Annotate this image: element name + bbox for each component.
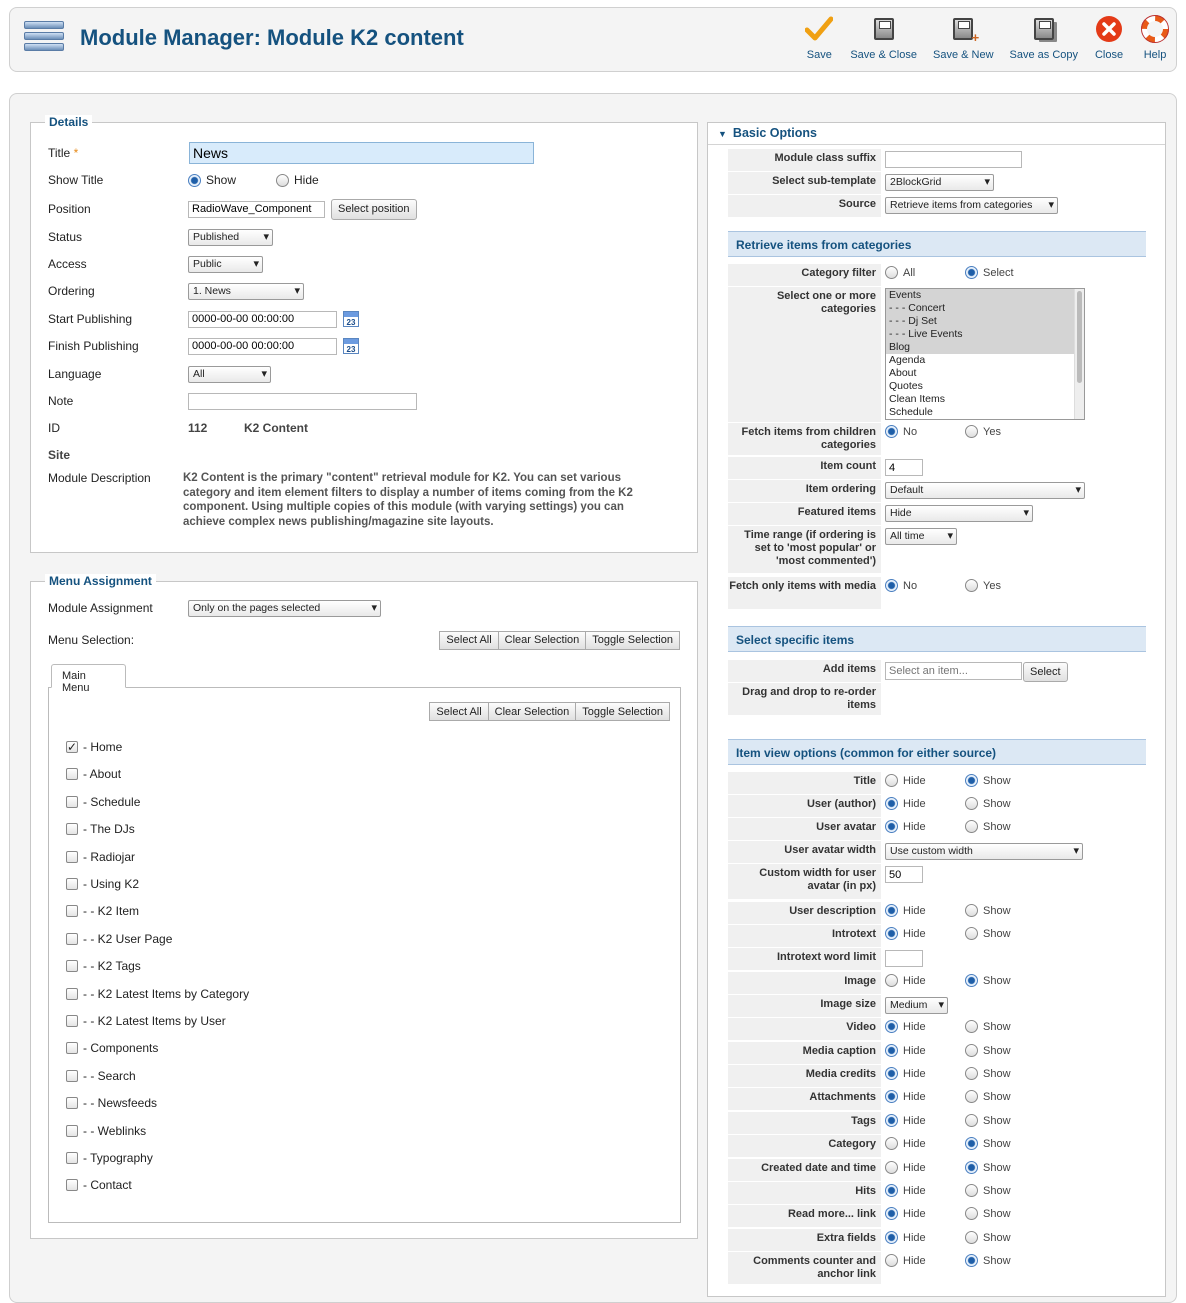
media-only-yes-radio[interactable] [965, 579, 978, 592]
save-button[interactable] [804, 14, 834, 61]
show-label: Show [983, 1231, 1011, 1244]
category-filter-label: Category filter [728, 264, 881, 286]
attachments-label: Attachments [728, 1088, 881, 1110]
menu-item [66, 987, 249, 1001]
fetch-children-yes-radio[interactable] [965, 425, 978, 438]
media-credits-hide-radio[interactable] [885, 1067, 898, 1080]
item-count-input[interactable] [885, 459, 923, 476]
read-more-link-show-radio[interactable] [965, 1207, 978, 1220]
fetch-children-no-radio[interactable] [885, 425, 898, 438]
id-value: 112 [188, 421, 208, 435]
show-label: Show [983, 1067, 1011, 1080]
show-label: Show [983, 1044, 1011, 1057]
menu-item-label: - Components [83, 1041, 159, 1056]
save-new-label: Save & New [932, 49, 994, 61]
menu-item-label: - - K2 Item [83, 904, 140, 919]
hide-label: Hide [903, 797, 926, 810]
media-caption-show-radio[interactable] [965, 1044, 978, 1057]
show-label: Show [983, 1114, 1011, 1127]
disk-plus-icon: + [948, 14, 978, 44]
ordering-select[interactable]: 1. News ▾ [188, 283, 304, 300]
introtext-label: Introtext [728, 925, 881, 947]
menu-item-checkbox[interactable] [66, 851, 78, 863]
drag-reorder-label: Drag and drop to re-order items [728, 683, 881, 715]
row-module-class-suffix [728, 148, 1146, 171]
hide-label: Hide [903, 1231, 926, 1244]
hide-label: Hide [903, 1114, 926, 1127]
item-count-label: Item count [728, 457, 881, 479]
user-description-show-radio[interactable] [965, 904, 978, 917]
category-show-radio[interactable] [965, 1137, 978, 1150]
add-items-label: Add items [728, 660, 881, 682]
category-option[interactable]: Quotes [889, 380, 923, 392]
menu-item-label: - Schedule [83, 794, 141, 809]
page-header [9, 7, 1177, 72]
show-title-show-radio[interactable] [188, 174, 201, 187]
save-close-label: Save & Close [850, 49, 917, 61]
row-comments-counter-and-anchor-link [728, 1251, 1146, 1284]
show-label: Show [983, 1161, 1011, 1174]
menu-item-label: - Typography [83, 1151, 153, 1165]
clear-selection-button[interactable]: Clear Selection [498, 631, 587, 650]
read-more-link-hide-radio[interactable] [885, 1207, 898, 1220]
disk-icon [869, 14, 899, 44]
close-label: Close [1094, 49, 1124, 61]
show-label: Show [983, 774, 1011, 787]
tags-show-radio[interactable] [965, 1114, 978, 1127]
check-icon [804, 14, 834, 44]
comments-counter-and-anchor-link-show-radio[interactable] [965, 1254, 978, 1267]
user-avatar-width-label: User avatar width [728, 841, 881, 863]
row-user-avatar-width [728, 840, 1146, 863]
image-size-select[interactable]: Medium ▾ [885, 997, 948, 1014]
id-label: ID [48, 421, 60, 435]
position-input[interactable] [188, 201, 325, 218]
menu-item-checkbox[interactable] [66, 1097, 78, 1109]
extra-fields-label: Extra fields [728, 1229, 881, 1251]
attachments-hide-radio[interactable] [885, 1090, 898, 1103]
menu-item [66, 904, 139, 918]
menu-item-checkbox[interactable] [66, 988, 78, 1000]
menu-item [66, 1069, 136, 1083]
access-label: Access [48, 257, 87, 271]
extra-fields-hide-radio[interactable] [885, 1231, 898, 1244]
item-ordering-label: Item ordering [728, 480, 881, 502]
select-categories-label: Select one or more categories [728, 287, 881, 422]
help-label: Help [1143, 49, 1167, 61]
hide-label: Hide [903, 1044, 926, 1057]
menu-item-checkbox[interactable] [66, 905, 78, 917]
module-description-label: Module Description [48, 471, 151, 485]
show-label: Show [983, 1184, 1011, 1197]
row-image-size [728, 994, 1146, 1017]
image-size-label: Image size [728, 995, 881, 1017]
image-hide-radio[interactable] [885, 974, 898, 987]
menu-item-label: - - Search [83, 1068, 136, 1083]
note-input[interactable] [188, 393, 417, 410]
title-label: Title [728, 772, 881, 794]
media-only-no-radio[interactable] [885, 579, 898, 592]
hide-label: Hide [903, 1020, 926, 1033]
menu-items-panel [48, 687, 681, 1223]
menu-item-checkbox[interactable] [66, 1070, 78, 1082]
media-credits-label: Media credits [728, 1065, 881, 1087]
created-date-and-time-show-radio[interactable] [965, 1161, 978, 1174]
menu-item-label: - - K2 Latest Items by User [83, 1014, 226, 1028]
sub-template-select[interactable]: 2BlockGrid ▾ [885, 174, 994, 191]
position-label: Position [48, 202, 91, 216]
category-option[interactable]: Schedule [889, 406, 933, 418]
menu-item-checkbox[interactable] [66, 960, 78, 972]
row-image [728, 971, 1146, 994]
tags-label: Tags [728, 1112, 881, 1134]
menu-item [66, 1096, 157, 1110]
category-option[interactable]: Agenda [889, 354, 926, 366]
save-new-button[interactable] [933, 14, 994, 61]
custom-width-label: Custom width for user avatar (in px) [728, 864, 881, 899]
show-title-hide-label: Hide [294, 173, 319, 187]
hide-label: Hide [903, 820, 926, 833]
category-option[interactable]: Blog [886, 341, 1084, 354]
show-label: Show [983, 820, 1011, 833]
menu-item-checkbox[interactable] [66, 796, 78, 808]
row-attachments [728, 1087, 1146, 1110]
lifebuoy-icon [1140, 14, 1170, 44]
close-button[interactable] [1094, 14, 1124, 61]
user-description-hide-radio[interactable] [885, 904, 898, 917]
hide-label: Hide [903, 774, 926, 787]
menu-item-checkbox[interactable] [66, 1179, 78, 1191]
row-media-caption [728, 1041, 1146, 1064]
hide-label: Hide [903, 1254, 926, 1267]
row-tags [728, 1111, 1146, 1134]
category-label: Category [728, 1135, 881, 1157]
help-button[interactable] [1140, 14, 1170, 61]
menu-item [66, 959, 141, 973]
menu-assignment-fieldset [30, 574, 698, 1239]
read-more-link-label: Read more... link [728, 1205, 881, 1227]
menu-item [66, 1151, 153, 1165]
section-specific-items: Select specific items [728, 626, 1146, 652]
image-show-radio[interactable] [965, 974, 978, 987]
introtext-hide-radio[interactable] [885, 927, 898, 940]
title-label: Title * [48, 146, 79, 160]
hide-label: Hide [903, 974, 926, 987]
menu-item-label: - - Weblinks [83, 1123, 147, 1138]
category-option[interactable]: - - - Concert [886, 302, 1084, 315]
title-input[interactable] [189, 142, 534, 164]
row-user-description [728, 901, 1146, 924]
user-avatar-hide-radio[interactable] [885, 820, 898, 833]
show-label: Show [983, 1254, 1011, 1267]
section-retrieve-categories: Retrieve items from categories [728, 231, 1146, 257]
save-copy-button[interactable] [1010, 14, 1078, 61]
hide-label: Hide [903, 1161, 926, 1174]
show-title-label: Show Title [48, 173, 104, 187]
menu-item-checkbox[interactable] [66, 823, 78, 835]
menu-assignment-legend: Menu Assignment [45, 574, 156, 588]
disk-copy-icon [1029, 14, 1059, 44]
row-user-author [728, 794, 1146, 817]
media-only-label: Fetch only items with media [728, 577, 881, 609]
site-label: Site [48, 448, 71, 462]
module-type: K2 Content [244, 421, 308, 435]
introtext-show-radio[interactable] [965, 927, 978, 940]
show-label: Show [983, 974, 1011, 987]
introtext-word-limit-label: Introtext word limit [728, 948, 881, 970]
menu-item-checkbox[interactable] [66, 1125, 78, 1137]
hide-label: Hide [903, 1137, 926, 1150]
module-description-text: K2 Content is the primary "content" retrieval module for K2. You can set various category and item element filters to display a number of items coming from the K2 component. Using multiple copies of this module (with varying settings) you can achieve complex news publishing/magazine site layouts. [183, 472, 633, 528]
custom-width-input[interactable] [885, 866, 923, 883]
save-close-button[interactable] [850, 14, 917, 61]
calendar-icon[interactable]: 23 [343, 338, 359, 354]
comments-counter-and-anchor-link-hide-radio[interactable] [885, 1254, 898, 1267]
toggle-selection-button[interactable]: Toggle Selection [575, 702, 670, 721]
menu-item-checkbox[interactable] [66, 1042, 78, 1054]
add-items-input[interactable] [885, 662, 1022, 680]
details-fieldset [30, 115, 698, 553]
row-sub-template [728, 171, 1146, 194]
show-title-hide-radio[interactable] [276, 174, 289, 187]
row-introtext-word-limit [728, 947, 1146, 970]
source-select[interactable]: Retrieve items from categories ▾ [885, 197, 1058, 214]
language-select[interactable]: All ▾ [188, 366, 271, 383]
category-option[interactable]: About [889, 367, 917, 379]
finish-publishing-input[interactable] [188, 338, 337, 355]
row-custom-width [728, 863, 1146, 899]
menu-item [66, 1041, 158, 1055]
media-only-no-label: No [903, 579, 918, 592]
featured-items-select[interactable]: Hide ▾ [885, 505, 1033, 522]
category-option[interactable]: Clean Items [889, 393, 946, 405]
row-created-date-and-time [728, 1158, 1146, 1181]
menu-item-label: - Home [83, 740, 123, 754]
module-class-suffix-label: Module class suffix [728, 149, 881, 171]
finish-publishing-label: Finish Publishing [48, 339, 139, 353]
module-assignment-label: Module Assignment [48, 601, 153, 615]
menu-item-label: - - K2 Latest Items by Category [83, 986, 250, 1001]
image-label: Image [728, 972, 881, 994]
category-filter-all-radio[interactable] [885, 266, 898, 279]
menu-item-label: - About [83, 767, 122, 782]
menu-item [66, 1014, 226, 1028]
menu-item-label: - Using K2 [83, 877, 140, 891]
menu-item [66, 767, 121, 781]
video-show-radio[interactable] [965, 1020, 978, 1033]
start-publishing-label: Start Publishing [48, 312, 133, 326]
comments-counter-and-anchor-link-label: Comments counter and anchor link [728, 1252, 881, 1284]
select-all-button[interactable]: Select All [439, 631, 498, 650]
fetch-children-yes-label: Yes [983, 425, 1001, 438]
fetch-children-label: Fetch items from children categories [728, 423, 881, 455]
menu-item [66, 877, 139, 891]
show-label: Show [983, 904, 1011, 917]
triangle-down-icon: ▼ [718, 129, 727, 139]
user-avatar-label: User avatar [728, 818, 881, 840]
hide-label: Hide [903, 1184, 926, 1197]
ordering-label: Ordering [48, 284, 95, 298]
clear-selection-button[interactable]: Clear Selection [488, 702, 577, 721]
hide-label: Hide [903, 904, 926, 917]
menu-item [66, 740, 122, 754]
media-caption-label: Media caption [728, 1042, 881, 1064]
row-read-more-link [728, 1204, 1146, 1227]
user-author-label: User (author) [728, 795, 881, 817]
user-author-show-radio[interactable] [965, 797, 978, 810]
show-label: Show [983, 1207, 1011, 1220]
category-option[interactable]: - - - Live Events [886, 328, 1084, 341]
toggle-selection-button[interactable]: Toggle Selection [585, 631, 680, 650]
title-show-radio[interactable] [965, 774, 978, 787]
tab-main-menu[interactable]: Main Menu [51, 664, 126, 688]
user-avatar-show-radio[interactable] [965, 820, 978, 833]
row-media-credits [728, 1064, 1146, 1087]
save-copy-label: Save as Copy [1009, 49, 1078, 61]
add-items-select-button[interactable]: Select [1023, 662, 1068, 682]
menu-item-checkbox[interactable] [66, 1152, 78, 1164]
menu-item-label: - - K2 User Page [83, 931, 173, 946]
menu-item-label: - The DJs [83, 822, 135, 837]
row-user-avatar [728, 817, 1146, 840]
module-class-suffix-input[interactable] [885, 151, 1022, 168]
video-hide-radio[interactable] [885, 1020, 898, 1033]
menu-item-label: - - Newsfeeds [83, 1096, 158, 1111]
page-title: Module Manager: Module K2 content [80, 25, 464, 50]
show-label: Show [983, 927, 1011, 940]
module-assignment-select[interactable]: Only on the pages selected ▾ [188, 600, 381, 617]
menu-item [66, 795, 140, 809]
menu-item [66, 932, 172, 946]
media-credits-show-radio[interactable] [965, 1067, 978, 1080]
tags-hide-radio[interactable] [885, 1114, 898, 1127]
fetch-children-no-label: No [903, 425, 918, 438]
hits-show-radio[interactable] [965, 1184, 978, 1197]
time-range-select[interactable]: All time ▾ [885, 528, 957, 545]
row-extra-fields [728, 1228, 1146, 1251]
note-label: Note [48, 394, 74, 408]
section-item-view-options: Item view options (common for either source) [728, 739, 1146, 765]
item-ordering-select[interactable]: Default ▾ [885, 482, 1085, 499]
show-label: Show [983, 1020, 1011, 1033]
row-video [728, 1017, 1146, 1040]
hits-hide-radio[interactable] [885, 1184, 898, 1197]
category-option[interactable]: Events [886, 289, 1084, 302]
language-label: Language [48, 367, 102, 381]
created-date-and-time-label: Created date and time [728, 1159, 881, 1181]
hide-label: Hide [903, 1067, 926, 1080]
menu-item-checkbox[interactable] [66, 768, 78, 780]
menu-item-checkbox[interactable] [66, 1015, 78, 1027]
attachments-show-radio[interactable] [965, 1090, 978, 1103]
user-avatar-width-select[interactable]: Use custom width ▾ [885, 843, 1083, 860]
media-caption-hide-radio[interactable] [885, 1044, 898, 1057]
menu-item-checkbox[interactable] [66, 878, 78, 890]
menu-selection-label: Menu Selection: [48, 633, 135, 647]
sub-template-label: Select sub-template [728, 172, 881, 194]
toolbar [788, 14, 1170, 61]
introtext-word-limit-input[interactable] [885, 950, 923, 967]
details-legend: Details [45, 115, 92, 129]
video-label: Video [728, 1018, 881, 1040]
hits-label: Hits [728, 1182, 881, 1204]
basic-options-header[interactable]: ▼ Basic Options [708, 123, 1165, 145]
save-label: Save [806, 49, 832, 61]
media-only-yes-label: Yes [983, 579, 1001, 592]
featured-items-label: Featured items [728, 503, 881, 525]
menu-item-label: - Contact [83, 1178, 132, 1193]
extra-fields-show-radio[interactable] [965, 1231, 978, 1244]
category-filter-select-label: Select [983, 266, 1014, 279]
hide-label: Hide [903, 1090, 926, 1103]
title-hide-radio[interactable] [885, 774, 898, 787]
row-hits [728, 1181, 1146, 1204]
hide-label: Hide [903, 927, 926, 940]
module-manager-logo-icon [24, 18, 64, 62]
menu-item-checkbox[interactable] [66, 933, 78, 945]
categories-listbox[interactable] [885, 288, 1085, 420]
basic-options-panel [707, 122, 1166, 1297]
select-all-button[interactable]: Select All [429, 702, 488, 721]
category-hide-radio[interactable] [885, 1137, 898, 1150]
close-icon [1094, 14, 1124, 44]
hide-label: Hide [903, 1207, 926, 1220]
start-publishing-input[interactable] [188, 311, 337, 328]
show-title-show-label: Show [206, 173, 237, 187]
row-title [728, 771, 1146, 794]
created-date-and-time-hide-radio[interactable] [885, 1161, 898, 1174]
category-filter-select-radio[interactable] [965, 266, 978, 279]
menu-item [66, 822, 135, 836]
menu-item-label: - Radiojar [83, 849, 136, 864]
menu-item-label: - - K2 Tags [83, 959, 141, 974]
row-source [728, 194, 1146, 217]
time-range-label: Time range (if ordering is set to 'most popular' or 'most commented') [728, 526, 881, 573]
calendar-icon[interactable]: 23 [343, 311, 359, 327]
user-description-label: User description [728, 902, 881, 924]
status-select[interactable]: Published ▾ [188, 229, 273, 246]
row-introtext [728, 924, 1146, 947]
menu-item [66, 1124, 146, 1138]
access-select[interactable]: Public ▾ [188, 256, 263, 273]
status-label: Status [48, 230, 83, 244]
menu-item-checkbox[interactable]: ✓ [67, 740, 78, 754]
show-label: Show [983, 797, 1011, 810]
source-label: Source [728, 195, 881, 217]
categories-scrollbar[interactable] [1074, 289, 1084, 419]
menu-item [66, 850, 135, 864]
row-category [728, 1134, 1146, 1157]
user-author-hide-radio[interactable] [885, 797, 898, 810]
menu-item [66, 1178, 132, 1192]
category-option[interactable]: - - - Dj Set [886, 315, 1084, 328]
category-filter-all-label: All [903, 266, 916, 279]
show-label: Show [983, 1090, 1011, 1103]
show-label: Show [983, 1137, 1011, 1150]
select-position-button[interactable]: Select position [331, 199, 417, 220]
